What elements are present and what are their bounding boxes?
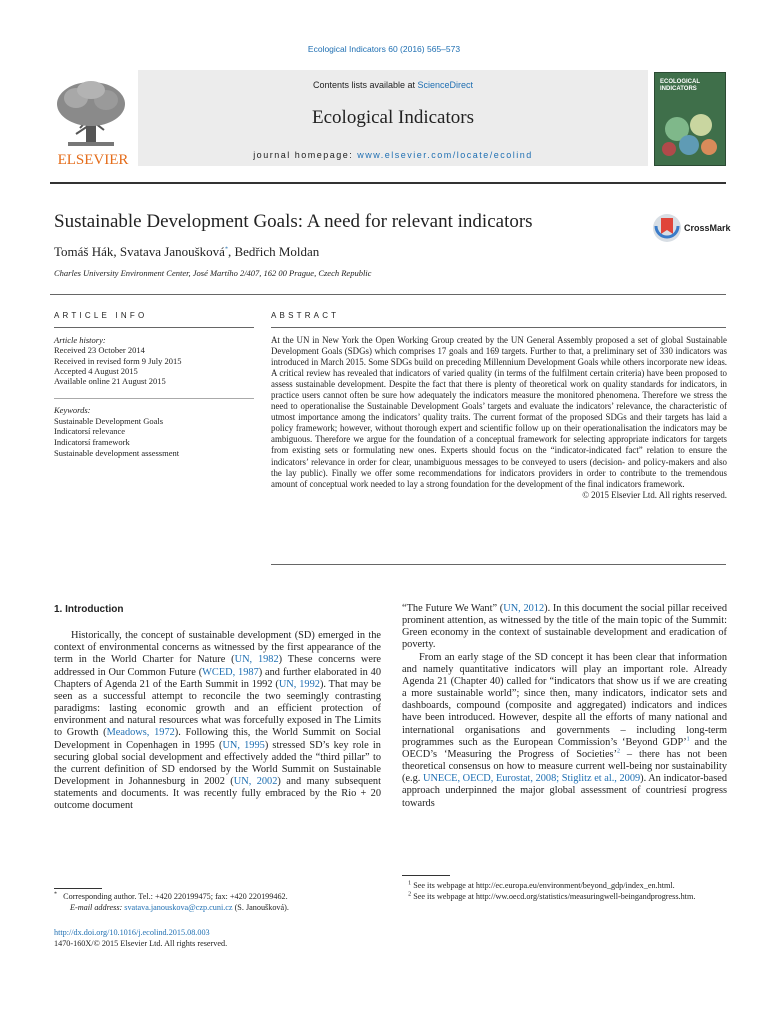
citation-link[interactable]: Meadows, 1972 [106, 727, 175, 739]
issn-line: 1470-160X/© 2015 Elsevier Ltd. All rights reserved. [54, 939, 228, 948]
text-run: ). In this document the social pillar received prominent attention, as witnessed by the title of the main topic of the Summit: Green economy in the context of sustainable development and eradication of poverty. [402, 603, 727, 651]
text-run: – there has not been theoretical consensus on how to measure current well-being nor sustainability (e.g. [402, 748, 727, 785]
keyword-item: Indicatorsí framework [54, 437, 130, 448]
masthead [50, 70, 726, 166]
doi-link[interactable]: http://dx.doi.org/10.1016/j.ecolind.2015.08.003 [54, 928, 210, 937]
crossmark-icon [652, 212, 682, 244]
journal-reference[interactable]: Ecological Indicators 60 (2016) 565–573 [307, 44, 461, 54]
sciencedirect-link[interactable]: ScienceDirect [417, 80, 474, 90]
citation-link[interactable]: UN, 2002 [233, 776, 278, 788]
abstract-heading: ABSTRACT [271, 311, 340, 320]
text-run: “The Future We Want” ( [402, 603, 504, 614]
article-title: Sustainable Development Goals: A need for relevant indicators [54, 211, 533, 232]
contents-line [138, 80, 648, 90]
email-link[interactable]: svatava.janouskova@czp.cuni.cz [124, 902, 233, 912]
history-received: Received 23 October 2014 [54, 345, 145, 356]
text-run: ) and many subsequent statements and documents. It was recently fully embraced by the Rio + 20 outcome document [54, 776, 381, 812]
history-label: Article history: [54, 335, 106, 345]
affiliation: Charles University Environment Center, José Martího 2/407, 162 00 Prague, Czech Republic [54, 268, 372, 278]
intro-paragraph-1 [54, 630, 381, 812]
article-history [54, 335, 254, 386]
section-rule [50, 294, 726, 295]
footnote-ref-2[interactable]: 2 [617, 748, 621, 755]
corresponding-author-text: Corresponding author. Tel.: +420 220199475; fax: +420 220199462. [63, 892, 288, 901]
authors-last: , Bedřich Moldan [227, 244, 320, 259]
citation-link[interactable]: UN, 1995 [222, 739, 265, 751]
history-accepted: Accepted 4 August 2015 [54, 365, 138, 376]
text-run: ) stressed SD’s key role in securing global social development and effectively added the “third pillar” to the current definition of SD endorsed by the World Summit on Sustainable Development in Johannesburg in 2002 ( [54, 739, 381, 788]
text-run: From an early stage of the SD concept it has been clear that information and namely quantitative indicators will play an important role. Already Agenda 21 (Chapter 40) called for “indicators that show us if we are creating a more sustainable world”; since then, many indicators, indicator sets and dashboards, compound (composite and aggregated) indicators and indices have been introduced. However, despite all the efforts of many national and international organisations and governments – including long-term programmes such as the European Commission’s ‘Beyond GDP’ [402, 651, 727, 748]
footnotes-right [402, 880, 727, 902]
text-run: and the OECD’s ‘Measuring the Progress of Societies’ [402, 736, 727, 760]
footnote-rule [402, 875, 450, 876]
abstract-body [271, 335, 727, 501]
text-run: ) These concerns were addressed in Our Common Future ( [54, 654, 381, 678]
history-online: Available online 21 August 2015 [54, 376, 166, 387]
homepage-prefix: journal homepage: [253, 150, 358, 160]
citation-link[interactable]: UNECE, OECD, Eurostat, 2008; Stiglitz et al., 2009 [422, 773, 641, 785]
keyword-item: Indicatorsí relevance [54, 426, 126, 437]
citation-link[interactable]: UN, 1982 [234, 654, 279, 666]
keyword-item: Sustainable development assessment [54, 447, 180, 458]
corresponding-author-marker[interactable]: * [224, 246, 228, 253]
email-label: E-mail address: [70, 902, 125, 912]
journal-header-box [138, 70, 648, 166]
citation-link[interactable]: UN, 1992 [278, 678, 320, 690]
text-run: ). That may be seen as a successful attempt to reconcile the two seemingly contrasting paradigms: lasting economic growth and an efficient protection of environment and natural resources what was forcefully exposed in The Limits to Growth ( [54, 678, 381, 739]
doi-block [54, 927, 227, 949]
author-list [54, 244, 319, 260]
text-run: ). An indicator-based approach underpinned the major global assessment of countriesí progress towards [402, 773, 727, 809]
article-info-rule [54, 327, 254, 328]
citation-link[interactable]: UN, 2012 [503, 603, 545, 614]
text-run: ). Following this, the World Summit on Social Development in Copenhagen in 1995 ( [54, 727, 382, 751]
authors-first: Tomáš Hák, Svatava Janoušková [54, 244, 225, 259]
cover-image [655, 73, 726, 166]
journal-cover-thumbnail[interactable] [654, 72, 726, 166]
crossmark-badge[interactable] [652, 212, 730, 244]
intro-paragraph-2 [402, 652, 727, 810]
text-run: ) and further elaborated in 40 Chapters of Agenda 21 of the Earth Summit in 1992 ( [54, 666, 382, 690]
journal-title: Ecological Indicators [312, 107, 474, 128]
footnote-2: See its webpage at http://ww.oecd.org/statistics/measuringwell-beingandprogress.htm. [413, 892, 696, 902]
corresponding-author-footnote [54, 892, 381, 913]
article-info-heading: ARTICLE INFO [54, 311, 148, 320]
body-column-right [402, 603, 727, 810]
header-rule [50, 182, 726, 184]
elsevier-tree-logo[interactable] [50, 76, 136, 168]
elsevier-wordmark: ELSEVIER [57, 152, 129, 168]
text-run: Historically, the concept of sustainable development (SD) emerged in the context of environmental concerns as witnessed by the first appearance of the term in the World Charter for Nature ( [54, 630, 381, 666]
homepage-line [138, 150, 648, 160]
abstract-text: At the UN in New York the Open Working Group created by the UN General Assembly proposed a set of global Sustainable Development Goals (SDGs) which comprises 17 goals and 169 targets. Further to that, a preliminary set of 330 indicators was introduced in March 2015. Some SDGs build on preceding Millennium Development Goals while others incorporate new ideas. A critical review has revealed that indicators of varied quality (in terms of the fulfilment certain criteria) have been proposed to assess sustainable development. Despite the fact that there is plenty of theoretical work on quality standards for indicators, in practice users cannot often be sure how adequately the indicators measure the monitored phenomena. Therefore we stress the need to operationalise the Sustainable Development Goals’ targets and evaluate the indicators’ relevance, the characteristic of utmost importance among the indicators’ quality traits. The current format of the proposed SDGs and their targets has laid a policy framework; however, without thorough expert and scientific follow up on their operationalisation the indicators may be ambiguous. Therefore we argue for the foundation of a conceptual framework for selecting appropriate indicators for targets from existing sets or formulating new ones. Experts should focus on the “indicator-indicated fact” relation to ensure the indicators’ relevance in order for clear, unambiguous messages to be conveyed to users (decision- and policy-makers and also the lay public). Finally we offer some recommendations for indicators providers in order to contribute to the tremendous amount of conceptual work needed to lay a strong foundation for the development of the final indicators framework. [271, 335, 727, 489]
crossmark-label: CrossMark [684, 223, 731, 233]
footnote-ref-1[interactable]: 1 [686, 736, 690, 743]
keywords [54, 405, 254, 459]
abstract-copyright: © 2015 Elsevier Ltd. All rights reserved. [582, 489, 727, 500]
keywords-label: Keywords: [54, 405, 91, 415]
footnote-rule [54, 888, 102, 889]
keyword-item: Sustainable Development Goals [54, 415, 164, 426]
citation-link[interactable]: WCED, 1987 [202, 666, 259, 678]
footnote-number: 1 [408, 880, 412, 887]
cover-title: ECOLOGICAL INDICATORS [660, 79, 700, 92]
email-suffix: (S. Janoušková). [232, 902, 289, 912]
contents-prefix: Contents lists available at [312, 80, 418, 90]
history-rule [54, 398, 254, 399]
footnote-star: * [54, 891, 57, 898]
abstract-bottom-rule [271, 564, 726, 565]
body-column-left [54, 604, 381, 813]
footnote-1: See its webpage at http://ec.europa.eu/environment/beyond_gdp/index_en.html. [413, 881, 675, 890]
history-revised: Received in revised form 9 July 2015 [54, 355, 182, 366]
intro-heading: 1. Introduction [54, 604, 124, 615]
footnote-number: 2 [408, 891, 412, 898]
intro-paragraph-1-cont [402, 603, 727, 652]
abstract-rule [271, 327, 726, 328]
journal-homepage-link[interactable]: www.elsevier.com/locate/ecolind [357, 150, 533, 160]
